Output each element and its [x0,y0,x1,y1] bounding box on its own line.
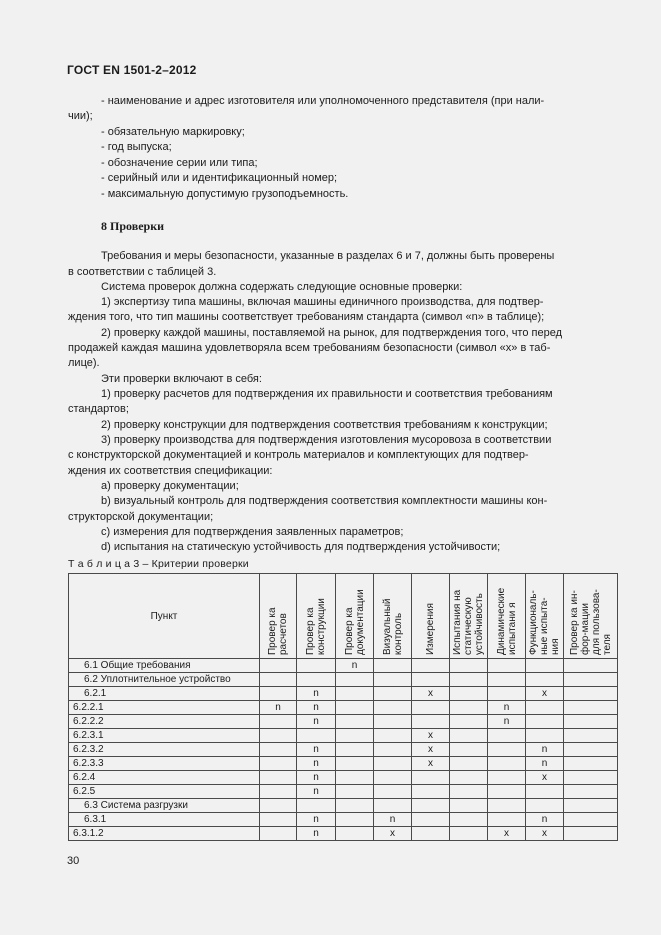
paragraph-line: Система проверок должна содержать следующие основные проверки: [101,281,463,293]
column-header-label: Пункт [150,610,178,622]
paragraph-line: b) визуальный контроль для подтверждения соответствия комплектности машины кон- [101,495,548,507]
paragraph-line: 1) проверку расчетов для подтверждения их правильности и соответствия требованиям [101,388,553,400]
table-cell: x [412,729,450,743]
table-row [69,673,618,687]
table-cell [260,785,297,799]
paragraph-line: Требования и меры безопасности, указанные в разделах 6 и 7, должны быть проверены [101,250,555,262]
table-cell [336,743,374,757]
table-cell [260,743,297,757]
table-cell [488,673,526,687]
table-cell: n [297,743,336,757]
table-row [69,659,618,673]
column-header-label: Провер ка ин- фор-мации для пользова- теля [568,589,613,655]
table-cell: x [488,827,526,841]
column-header-measure [412,574,450,659]
table-cell: n [526,743,564,757]
table-row [69,687,618,701]
table-cell [412,701,450,715]
paragraph-line: структорской документации; [68,511,214,523]
table-cell [260,799,297,813]
table-cell: n [260,701,297,715]
column-header-visual [374,574,412,659]
table-cell [412,771,450,785]
table-cell-item: 6.2.2.1 [69,701,260,715]
paragraph-line: продажей каждая машина удовлетворяла всем требованиям безопасности (символ «x» в таб- [68,342,551,354]
table-cell [450,785,488,799]
table-cell [412,813,450,827]
table-cell: x [412,757,450,771]
column-header-label: Провер ка конструкции [305,598,327,655]
table-cell [450,827,488,841]
table-cell [526,729,564,743]
table-cell [564,673,618,687]
table-cell: x [526,827,564,841]
table-row [69,771,618,785]
table-cell [374,729,412,743]
table-cell-item: 6.2.5 [69,785,260,799]
table-cell [336,673,374,687]
table-cell [374,701,412,715]
table-cell [450,799,488,813]
table-cell: n [297,827,336,841]
table-cell: n [526,757,564,771]
column-header-label: Измерения [425,603,436,655]
table-cell: n [488,701,526,715]
section-title: 8 Проверки [101,219,165,233]
paragraph-line: a) проверку документации; [101,480,239,492]
table-caption: Т а б л и ц а 3 – Критерии проверки [68,558,249,570]
body-line: - год выпуска; [101,141,172,153]
table-cell [374,687,412,701]
body-line: - серийный или и идентификационный номер; [101,172,338,184]
table-cell: n [297,687,336,701]
column-header-calc [260,574,297,659]
table-cell [412,715,450,729]
table-cell [297,659,336,673]
table-cell [450,673,488,687]
table-cell [336,701,374,715]
table-cell [336,771,374,785]
table-cell: x [526,687,564,701]
table-cell [336,785,374,799]
table-cell [488,785,526,799]
table-cell [374,743,412,757]
table-cell [336,813,374,827]
table-cell: x [526,771,564,785]
table-cell-item: 6.2.3.1 [69,729,260,743]
table-cell: n [297,701,336,715]
table-cell [336,687,374,701]
table-cell [526,673,564,687]
table-row [69,701,618,715]
table-cell [260,757,297,771]
column-header-static [450,574,488,659]
table-cell: n [336,659,374,673]
table-cell [374,757,412,771]
table-cell [488,771,526,785]
table-cell [374,659,412,673]
table-cell: n [297,771,336,785]
table-cell [412,659,450,673]
table-cell [336,757,374,771]
paragraph-line: c) измерения для подтверждения заявленных параметров; [101,526,404,538]
paragraph-line: 2) проверку конструкции для подтверждения соответствия требованиям к конструкции; [101,419,548,431]
table-cell [374,715,412,729]
table-cell [564,799,618,813]
table-cell: x [412,687,450,701]
table-cell [336,715,374,729]
table-cell-item: 6.2.3.2 [69,743,260,757]
paragraph-line: 1) экспертизу типа машины, включая машины единичного производства, для подтвер- [101,296,544,308]
criteria-table [68,573,618,841]
table-cell [297,799,336,813]
paragraph-line: d) испытания на статическую устойчивость для подтверждения устойчивости; [101,541,501,553]
paragraph-line: ждения того, что тип машины соответствует требованиям стандарта (символ «n» в таблице); [68,311,545,323]
paragraph-line: стандартов; [68,403,129,415]
table-cell-item: 6.3.1 [69,813,260,827]
table-cell [564,729,618,743]
table-cell-item: 6.2.1 [69,687,260,701]
table-cell: n [297,715,336,729]
column-header-label: Динамические испытани я [495,587,518,655]
table-cell [374,673,412,687]
table-cell [412,799,450,813]
table-cell-item: 6.2.4 [69,771,260,785]
table-row [69,743,618,757]
table-cell-item: 6.2.2.2 [69,715,260,729]
paragraph-line: ждения их соответствия спецификации: [68,465,273,477]
table-row [69,813,618,827]
table-row [69,799,618,813]
table-cell [374,799,412,813]
table-row [69,785,618,799]
column-header-label: Провер ка расчетов [267,607,289,655]
column-header-label: Испытания на статическую устойчивость [452,589,485,655]
table-cell [564,701,618,715]
table-cell [412,785,450,799]
table-cell-item: 6.2.3.3 [69,757,260,771]
table-cell [450,659,488,673]
body-line: - обязательную маркировку; [101,126,245,138]
table-cell [450,813,488,827]
table-cell [260,715,297,729]
table-row [69,729,618,743]
table-cell [450,743,488,757]
table-header-row [69,574,618,659]
table-cell: x [374,827,412,841]
table-cell [526,785,564,799]
table-cell [450,687,488,701]
table-cell-item: 6.2 Уплотнительное устройство [69,673,260,687]
table-cell [488,729,526,743]
table-cell [564,659,618,673]
table-cell [564,813,618,827]
table-cell [526,659,564,673]
table-cell [412,827,450,841]
table-cell: n [374,813,412,827]
table-cell [526,799,564,813]
table-cell [260,813,297,827]
column-header-label: Функциональ- ные испыта- ния [528,590,561,655]
table-cell-item: 6.3.1.2 [69,827,260,841]
table-cell [488,743,526,757]
table-cell: n [526,813,564,827]
table-cell [488,687,526,701]
paragraph-line: 2) проверку каждой машины, поставляемой на рынок, для подтверждения того, что перед [101,327,563,339]
body-line: - обозначение серии или типа; [101,157,258,169]
table-cell [297,673,336,687]
table-cell [260,673,297,687]
table-cell [488,757,526,771]
table-cell [564,743,618,757]
table-cell [526,701,564,715]
table-cell [488,813,526,827]
table-cell [564,785,618,799]
table-cell [450,701,488,715]
table-cell [450,729,488,743]
table-cell [564,687,618,701]
column-header-point [69,574,260,659]
column-header-design [297,574,336,659]
table-cell: n [488,715,526,729]
table-cell [374,771,412,785]
table-cell [564,715,618,729]
table-cell: n [297,785,336,799]
paragraph-line: Эти проверки включают в себя: [101,373,262,385]
table-cell [297,729,336,743]
column-header-functional [526,574,564,659]
body-line: - наименование и адрес изготовителя или уполномоченного представителя (при нали- [101,95,545,107]
paragraph-line: в соответствии с таблицей 3. [68,266,217,278]
table-cell: x [412,743,450,757]
table-row [69,757,618,771]
table-cell-item: 6.3 Система разгрузки [69,799,260,813]
column-header-label: Провер ка документации [343,589,366,655]
table-cell [488,659,526,673]
table-row [69,715,618,729]
table-cell [450,771,488,785]
paragraph-line: 3) проверку производства для подтверждения изготовления мусоровоза в соответствии [101,434,552,446]
table-cell [260,771,297,785]
table-cell [564,757,618,771]
table-cell [412,673,450,687]
body-line: - максимальную допустимую грузоподъемность. [101,188,349,200]
table-cell [526,715,564,729]
column-header-label: Визуальный контроль [381,598,404,655]
column-header-docs [336,574,374,659]
table-cell [336,799,374,813]
table-cell [564,771,618,785]
column-header-userinfo [564,574,618,659]
paragraph-line: с конструкторской документацией и контроль материалов и комплектующих для подтвер- [68,449,529,461]
table-cell [336,827,374,841]
table-cell [564,827,618,841]
table-cell [374,785,412,799]
table-cell [260,687,297,701]
page-number: 30 [67,855,80,867]
document-header: ГОСТ EN 1501-2–2012 [67,63,197,77]
body-line: чии); [68,110,93,122]
table-cell [450,757,488,771]
table-cell [260,659,297,673]
table-cell [260,827,297,841]
table-row [69,827,618,841]
table-cell: n [297,757,336,771]
table-cell-item: 6.1 Общие требования [69,659,260,673]
table-cell [260,729,297,743]
table-cell [336,729,374,743]
table-cell [488,799,526,813]
table-cell [450,715,488,729]
paragraph-line: лице). [68,357,100,369]
column-header-dynamic [488,574,526,659]
table-cell: n [297,813,336,827]
